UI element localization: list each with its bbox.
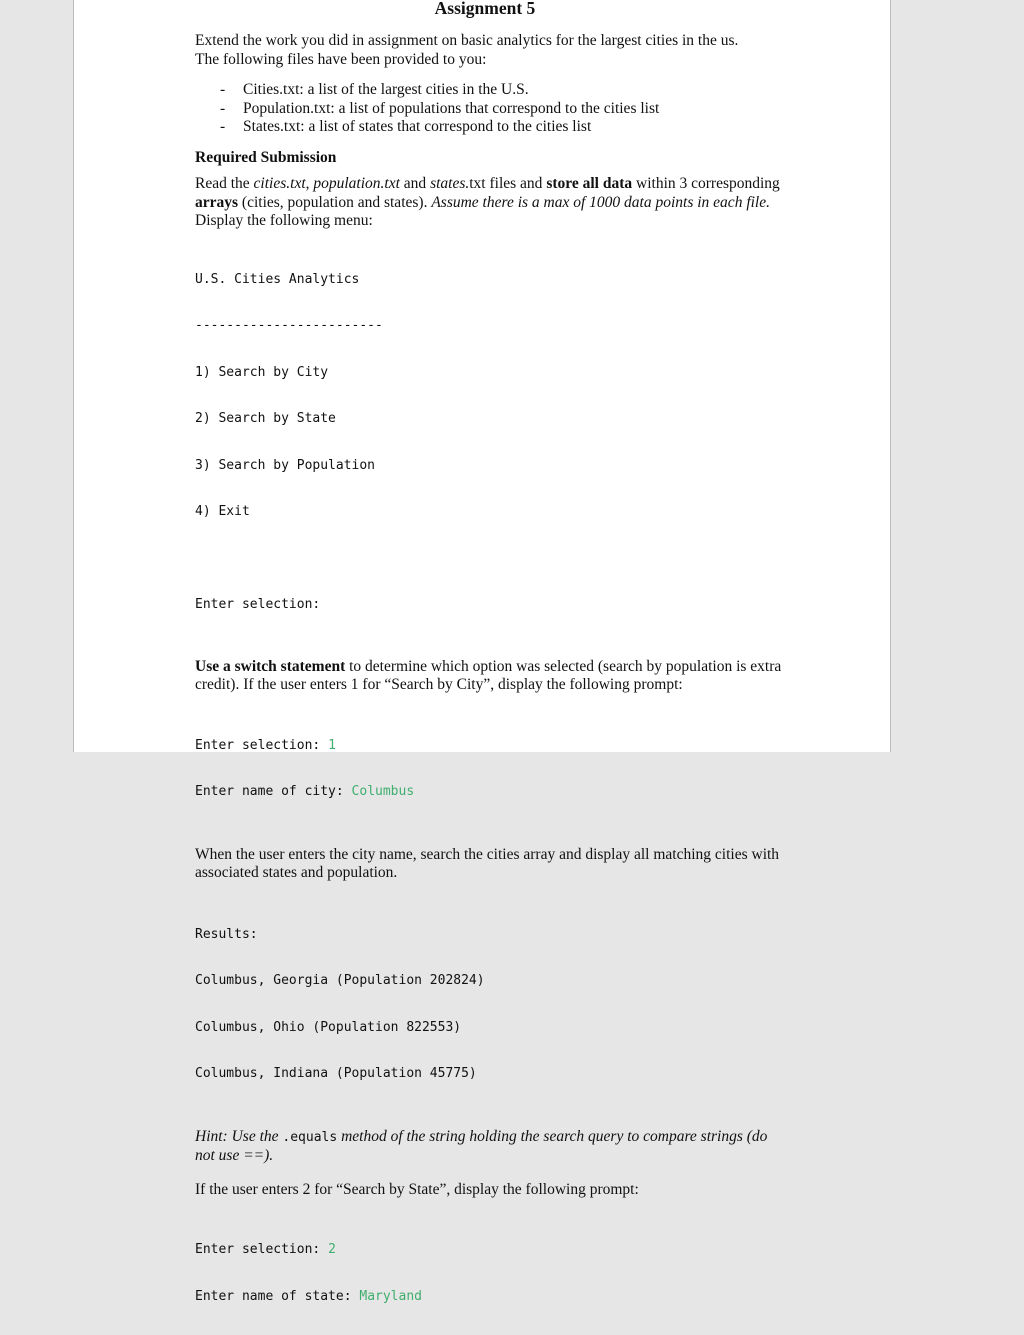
list-dash: -	[220, 81, 226, 98]
list-item	[220, 100, 785, 119]
text-run: to determine which option was selected (search by population is extra credit). If the user enters 1 for “Search by City”, display the following prompt:	[195, 657, 782, 694]
text-run: method of the string holding the search query to compare strings (do not use ==).	[195, 1127, 768, 1165]
text-run: txt files and	[469, 175, 547, 193]
list-dash: -	[220, 118, 226, 136]
text-run: Display the following menu:	[195, 212, 373, 230]
document-content	[195, 0, 785, 1335]
list-item	[220, 81, 785, 100]
list-dash: -	[220, 99, 226, 117]
assignment-title: Assignment 5	[434, 0, 536, 18]
switch-paragraph	[195, 658, 785, 695]
intro-paragraph	[195, 32, 785, 69]
text-run: (cities, population and states).	[238, 193, 432, 211]
selection-label: Enter selection:	[195, 737, 329, 753]
menu-option: 4) Exit	[195, 504, 250, 520]
selection-label: Enter selection:	[195, 1242, 329, 1258]
switch-emphasis: Use a switch statement	[195, 657, 346, 675]
state-name-value: Maryland	[359, 1288, 422, 1304]
required-submission-heading: Required Submission	[195, 148, 337, 166]
state-paragraph: If the user enters 2 for “Search by State”, display the following prompt:	[195, 1180, 639, 1198]
population-file-name: population.txt	[313, 175, 400, 193]
list-item-text: Population.txt: a list of populations that correspond to the cities list	[243, 99, 660, 117]
state-name-label: Enter name of state:	[195, 1288, 360, 1304]
store-all-data-emphasis: store all data	[546, 175, 633, 193]
menu-code-block	[195, 241, 785, 644]
assume-max-note: Assume there is a max of 1000 data points in each file.	[431, 193, 770, 211]
city-prompt-block	[195, 707, 785, 831]
result-line: Columbus, Georgia (Population 202824)	[195, 973, 485, 989]
menu-option: 2) Search by State	[195, 411, 336, 427]
menu-option: 3) Search by Population	[195, 457, 376, 473]
text-run: Hint: Use the	[195, 1127, 283, 1145]
list-item-text: States.txt: a list of states that correspond to the cities list	[243, 118, 592, 136]
cities-file-name: cities.txt	[253, 175, 306, 193]
text-run: Read the	[195, 175, 254, 193]
equals-code: .equals	[282, 1129, 338, 1145]
text-run: ,	[305, 175, 314, 193]
selection-value: 2	[328, 1242, 336, 1258]
results-heading: Results:	[195, 926, 258, 942]
document-page	[73, 0, 891, 1304]
text-run: within 3 corresponding	[632, 175, 780, 193]
menu-option: 1) Search by City	[195, 364, 329, 380]
selection-value: 1	[328, 737, 336, 753]
states-file-name: states.	[430, 175, 470, 193]
arrays-emphasis: arrays	[195, 193, 239, 211]
intro-line-2: The following files have been provided to you:	[195, 50, 487, 68]
list-item	[220, 118, 785, 137]
state-prompt-block	[195, 1211, 785, 1335]
result-line: Columbus, Ohio (Population 822553)	[195, 1019, 462, 1035]
menu-title: U.S. Cities Analytics	[195, 271, 360, 287]
list-item-text: Cities.txt: a list of the largest cities in the U.S.	[243, 81, 529, 98]
city-name-value: Columbus	[351, 784, 415, 800]
text-run: and	[399, 175, 431, 193]
results-block	[195, 896, 785, 1113]
read-paragraph	[195, 175, 785, 231]
intro-line-1: Extend the work you did in assignment on basic analytics for the largest cities in the us.	[195, 32, 739, 49]
when-paragraph: When the user enters the city name, search the cities array and display all matching cities with associated states and population.	[195, 845, 780, 882]
result-line: Columbus, Indiana (Population 45775)	[195, 1066, 477, 1082]
hint-paragraph	[195, 1128, 785, 1166]
menu-rule: ------------------------	[195, 318, 383, 334]
city-name-label: Enter name of city:	[195, 784, 352, 800]
files-list	[220, 81, 785, 137]
menu-prompt: Enter selection:	[195, 597, 321, 613]
